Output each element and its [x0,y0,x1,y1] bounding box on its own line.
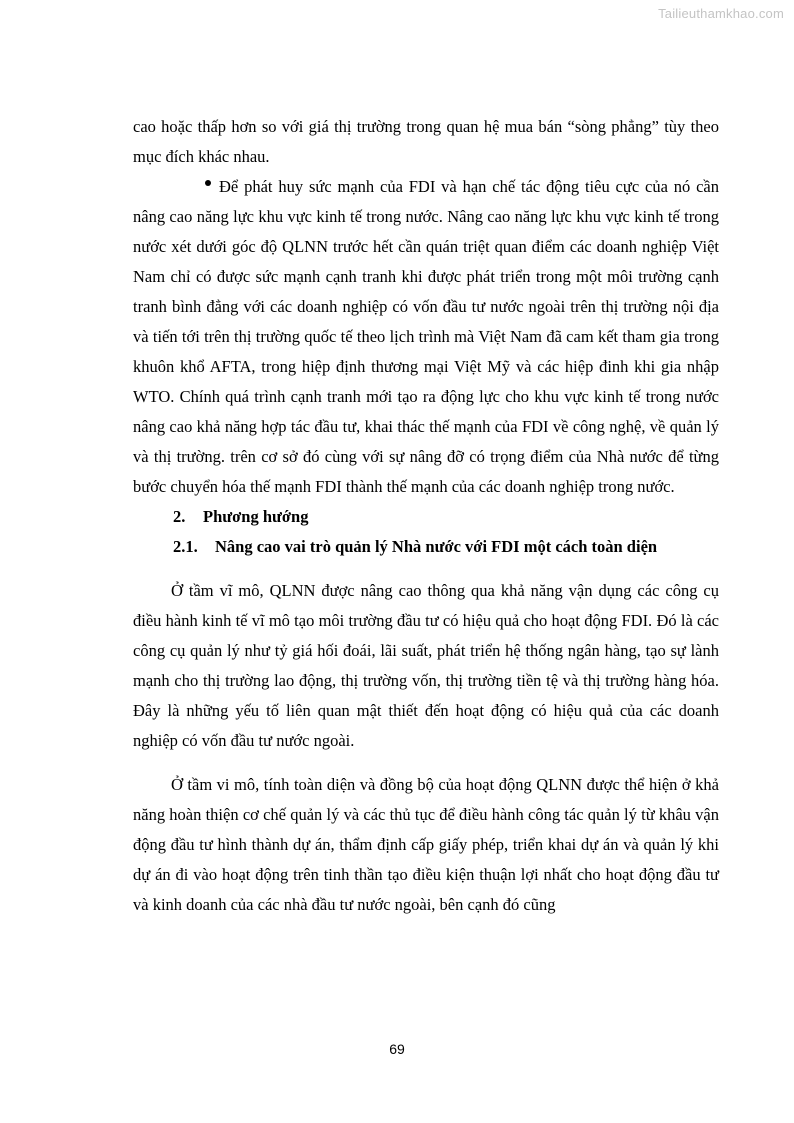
subsection-heading-2-1 [133,532,719,562]
document-body [133,112,719,920]
section-number: 2. [173,507,186,526]
watermark: Tailieuthamkhao.com [658,6,784,21]
paragraph-macro: Ở tầm vĩ mô, QLNN được nâng cao thông qua khả năng vận dụng các công cụ điều hành kinh tế vĩ mô tạo môi trường đầu tư có hiệu quả cho hoạt động FDI. Đó là các công cụ quản lý như tỷ giá hối đoái, lãi suất, phát triển hệ thống ngân hàng, tạo sự lành mạnh cho thị trường lao động, thị trường vốn, thị trường tiền tệ và thị trường hàng hóa. Đây là những yếu tố liên quan mật thiết đến hoạt động có hiệu quả của các doanh nghiệp có vốn đầu tư nước ngoài. [133,581,719,750]
section-heading-2 [133,502,719,532]
section-title: Phương hướng [203,507,309,526]
page-number: 69 [389,1041,405,1057]
bullet-paragraph [133,172,719,502]
paragraph-micro: Ở tầm vi mô, tính toàn diện và đồng bộ của hoạt động QLNN được thể hiện ở khả năng hoàn thiện cơ chế quản lý và các thủ tục để điều hành công tác quản lý từ khâu vận động đầu tư hình thành dự án, thẩm định cấp giấy phép, triển khai dự án và quản lý khi dự án đi vào hoạt động trên tinh thần tạo điều kiện thuận lợi nhất cho hoạt động đầu tư và kinh doanh của các nhà đầu tư nước ngoài, bên cạnh đó cũng [133,775,719,914]
paragraph-continuation: cao hoặc thấp hơn so với giá thị trường trong quan hệ mua bán “sòng phẳng” tùy theo mục đích khác nhau. [133,117,719,166]
bullet-text: Để phát huy sức mạnh của FDI và hạn chế tác động tiêu cực của nó cần nâng cao năng lực khu vực kinh tế trong nước. Nâng cao năng lực khu vực kinh tế trong nước xét dưới góc độ QLNN trước hết cần quán triệt quan điểm các doanh nghiệp Việt Nam chỉ có được sức mạnh cạnh tranh khi được phát triển trong một môi trường cạnh tranh bình đẳng với các doanh nghiệp có vốn đầu tư nước ngoài trên thị trường nội địa và tiến tới trên thị trường quốc tế theo lịch trình mà Việt Nam đã cam kết tham gia trong khuôn khổ AFTA, trong hiệp định thương mại Việt Mỹ và các hiệp đinh khi gia nhập WTO. Chính quá trình cạnh tranh mới tạo ra động lực cho khu vực kinh tế trong nước nâng cao khả năng hợp tác đầu tư, khai thác thế mạnh của FDI về công nghệ, về quản lý và thị trường. trên cơ sở đó cùng với sự nâng đỡ có trọng điểm của Nhà nước để từng bước chuyển hóa thế mạnh FDI thành thế mạnh của các doanh nghiệp trong nước. [133,177,719,496]
subsection-title: Nâng cao vai trò quản lý Nhà nước với FDI một cách toàn diện [215,537,658,556]
subsection-number: 2.1. [173,537,198,556]
